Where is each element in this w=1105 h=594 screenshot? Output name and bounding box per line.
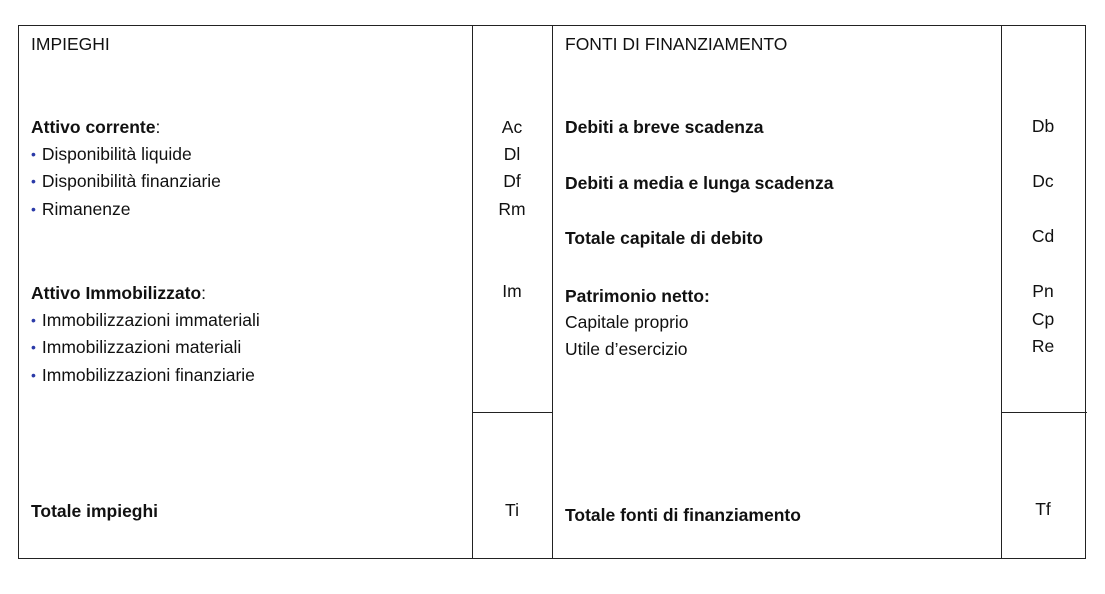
bullet-icon: • <box>31 367 36 383</box>
column-divider-fonti-symbols <box>1001 25 1002 559</box>
impieghi-symbol-total-divider <box>472 412 552 413</box>
totale-fonti-label: Totale fonti di finanziamento <box>565 505 801 525</box>
symbol-im: Im <box>502 281 522 301</box>
item-label: Rimanenze <box>41 199 131 219</box>
column-divider-fonti <box>552 25 553 559</box>
symbol-re: Re <box>1031 336 1055 356</box>
list-item <box>31 365 255 386</box>
symbol-rm: Rm <box>498 199 526 219</box>
attivo-corrente-colon: : <box>155 117 161 137</box>
attivo-immobilizzato-colon: : <box>201 283 207 303</box>
item-label: Immobilizzazioni immateriali <box>41 310 260 330</box>
item-label: Immobilizzazioni finanziarie <box>41 365 255 385</box>
attivo-corrente-label: Attivo corrente <box>31 117 156 137</box>
totale-impieghi-label: Totale impieghi <box>31 501 159 521</box>
list-item <box>31 199 130 220</box>
bullet-icon: • <box>31 312 36 328</box>
utile-esercizio-label: Utile d’esercizio <box>565 339 688 359</box>
bullet-icon: • <box>31 146 36 162</box>
debiti-media-lunga-label: Debiti a media e lunga scadenza <box>565 173 834 193</box>
symbol-tf: Tf <box>1035 499 1051 519</box>
item-label: Disponibilità finanziarie <box>41 171 221 191</box>
patrimonio-netto-label: Patrimonio netto: <box>565 286 710 306</box>
attivo-immobilizzato-heading <box>31 283 206 303</box>
item-label: Disponibilità liquide <box>41 144 192 164</box>
symbol-ac: Ac <box>501 117 523 137</box>
symbol-dc: Dc <box>1032 171 1054 191</box>
symbol-df: Df <box>503 171 521 191</box>
bullet-icon: • <box>31 339 36 355</box>
attivo-immobilizzato-label: Attivo Immobilizzato <box>31 283 202 303</box>
list-item <box>31 171 221 192</box>
symbol-dl: Dl <box>503 144 521 164</box>
capitale-proprio-label: Capitale proprio <box>565 312 689 332</box>
symbol-ti: Ti <box>505 500 519 520</box>
fonti-header: FONTI DI FINANZIAMENTO <box>565 34 788 54</box>
bullet-icon: • <box>31 201 36 217</box>
list-item <box>31 310 260 331</box>
symbol-pn: Pn <box>1032 281 1054 301</box>
column-divider-impieghi-symbols <box>472 25 473 559</box>
symbol-cp: Cp <box>1031 309 1055 329</box>
list-item <box>31 337 241 358</box>
attivo-corrente-heading <box>31 117 160 137</box>
symbol-db: Db <box>1031 116 1055 136</box>
bullet-icon: • <box>31 173 36 189</box>
item-label: Immobilizzazioni materiali <box>41 337 242 357</box>
symbol-cd: Cd <box>1031 226 1055 246</box>
debiti-breve-label: Debiti a breve scadenza <box>565 117 764 137</box>
totale-capitale-debito-label: Totale capitale di debito <box>565 228 764 248</box>
list-item <box>31 144 192 165</box>
fonti-symbol-total-divider <box>1001 412 1087 413</box>
impieghi-header: IMPIEGHI <box>31 34 110 54</box>
